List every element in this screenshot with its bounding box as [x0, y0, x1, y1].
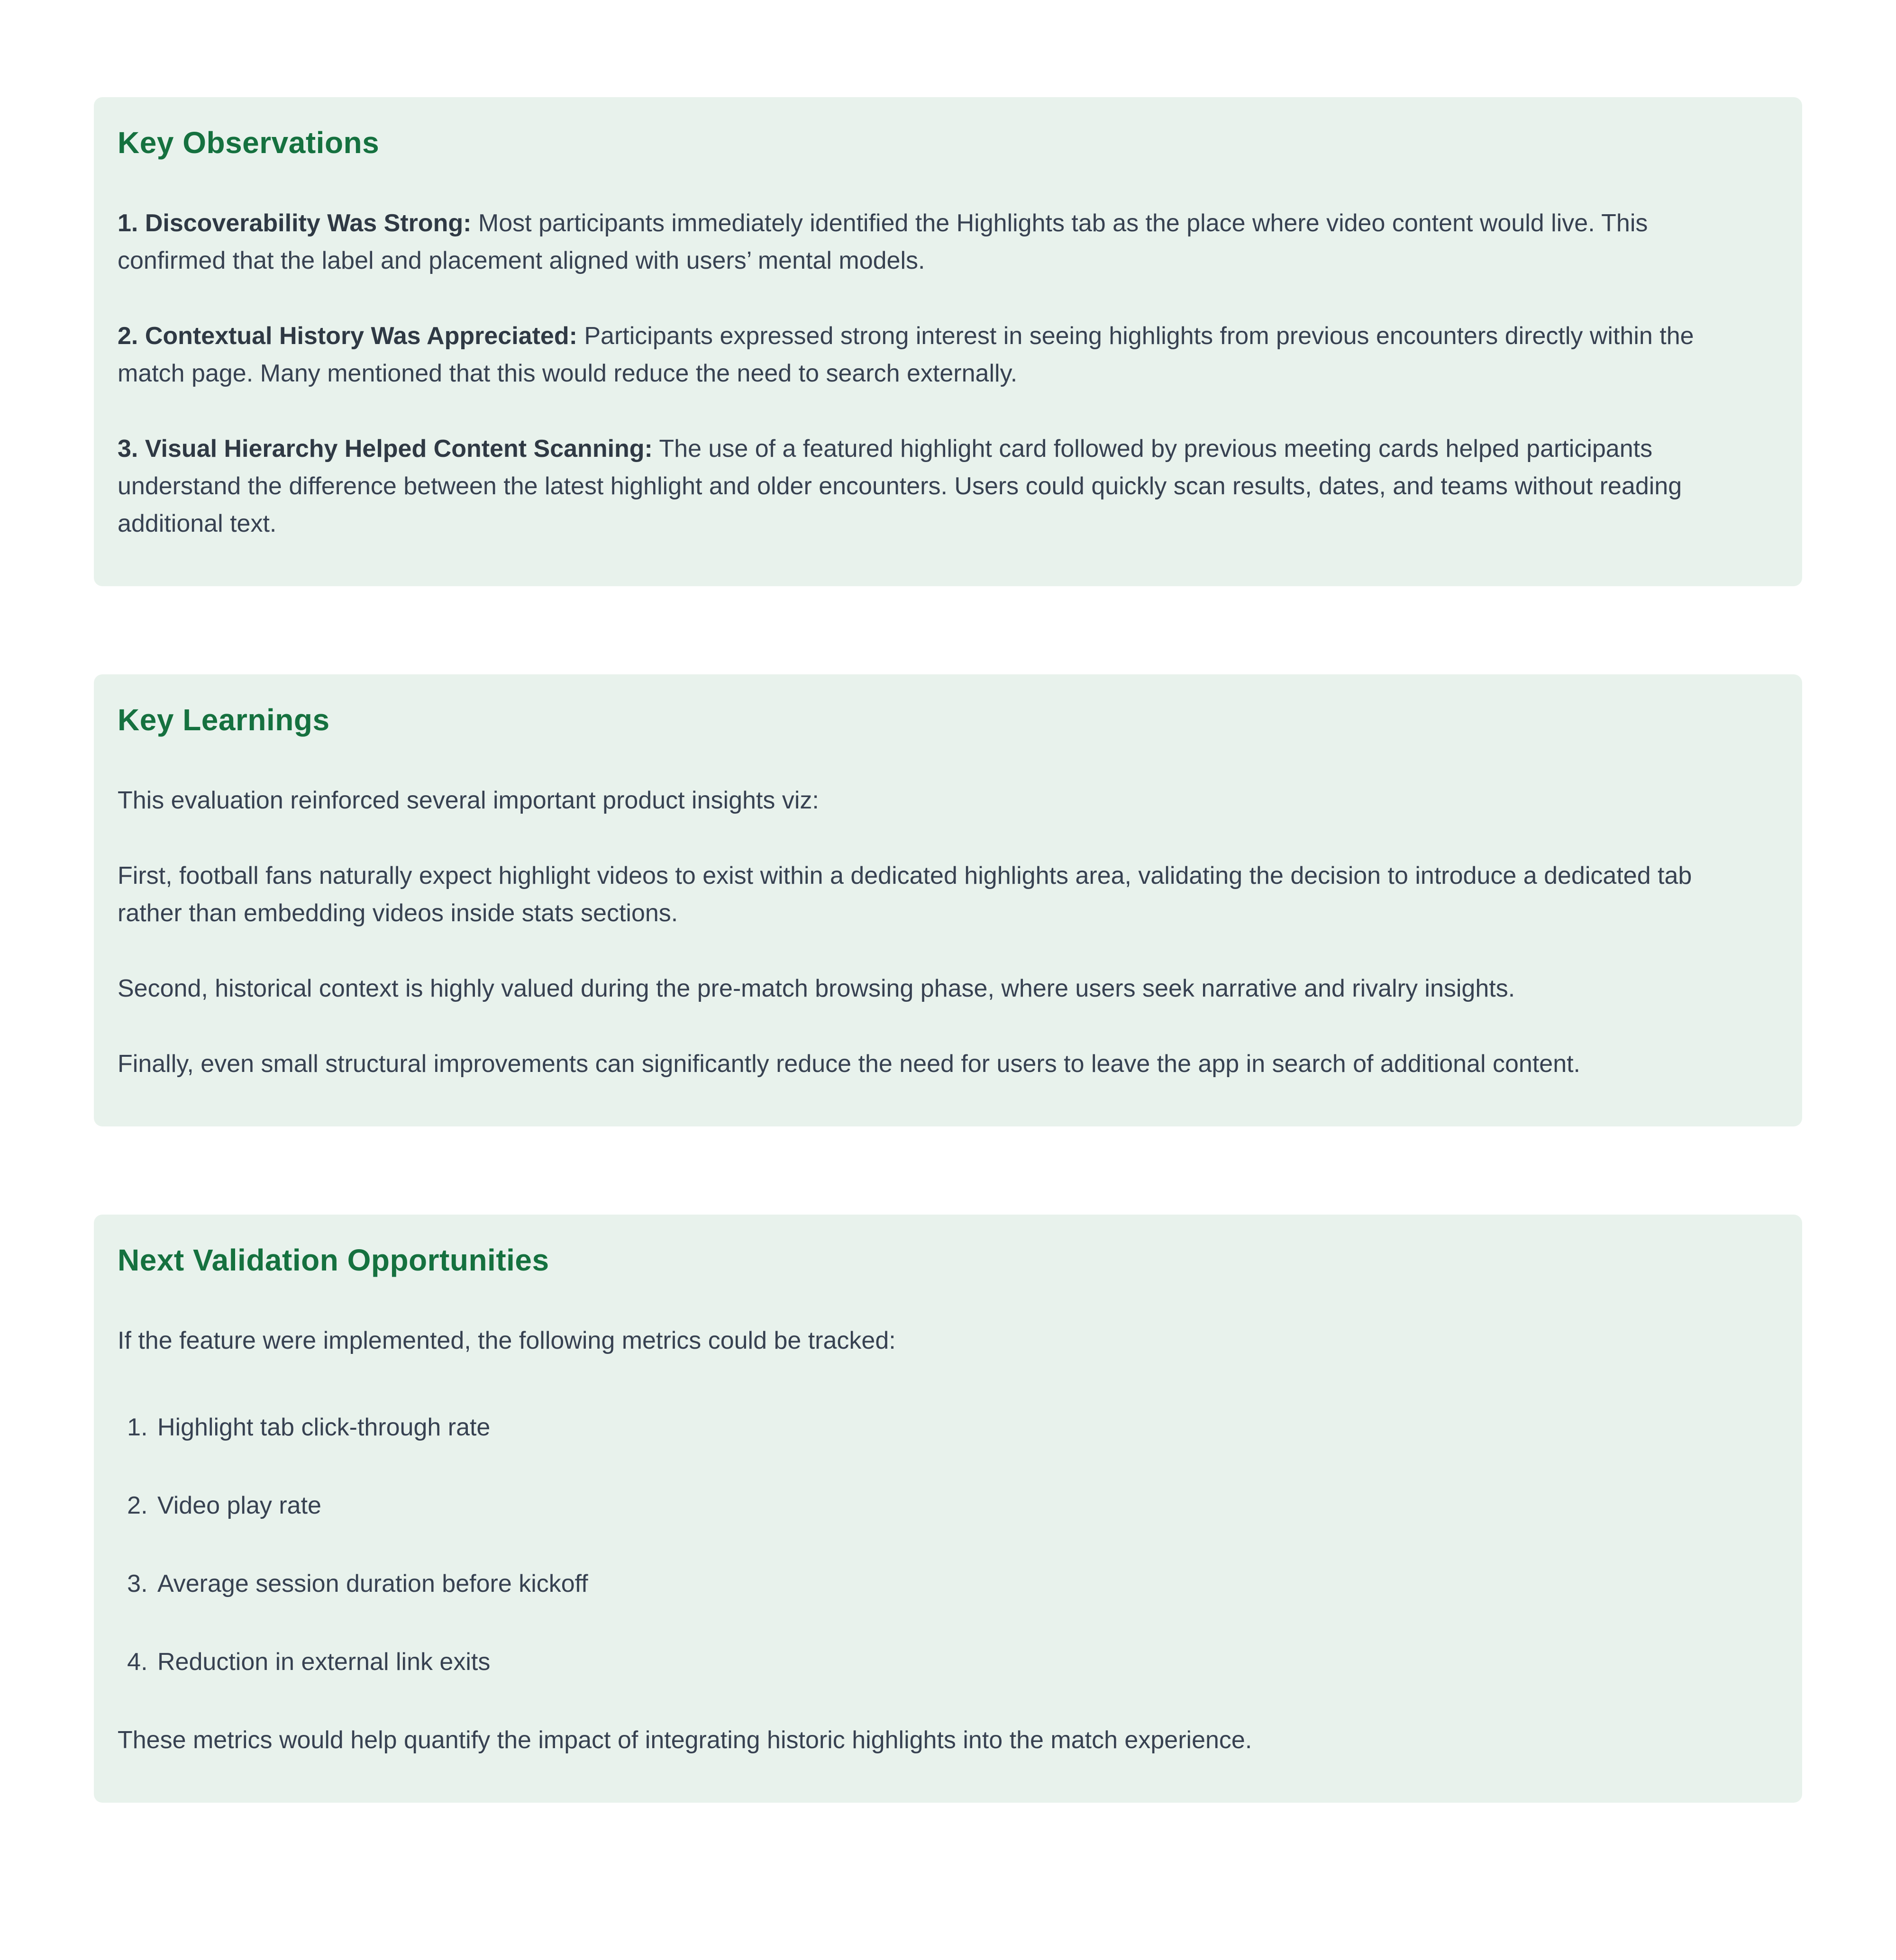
- learning-paragraph-3: Second, historical context is highly valued during the pre-match browsing phase, where users seek narrative and rivalry insights.: [118, 974, 1515, 1002]
- observation-1-text: Most participants immediately identified the Highlights tab as the place where video content would live. This confirmed that the label and placement aligned with users’ mental models.: [118, 209, 1648, 274]
- observation-paragraph-2: [118, 318, 1731, 392]
- observation-3-text: The use of a featured highlight card followed by previous meeting cards helped participants understand the difference between the latest highlight and older encounters. Users could quickly scan results, dates, and teams without reading additional text.: [118, 435, 1682, 537]
- observation-2-lead: 2. Contextual History Was Appreciated:: [118, 322, 577, 350]
- metrics-list: [118, 1409, 1731, 1681]
- observation-1-lead: 1. Discoverability Was Strong:: [118, 209, 472, 237]
- observation-paragraph-3: [118, 430, 1731, 543]
- section-key-learnings: [94, 674, 1802, 1126]
- metric-item-1: 1. Highlight tab click-through rate: [155, 1409, 1731, 1446]
- learning-paragraph-4: Finally, even small structural improvements can significantly reduce the need for users to leave the app in search of additional content.: [118, 1050, 1581, 1078]
- observation-3-lead: 3. Visual Hierarchy Helped Content Scanning:: [118, 435, 653, 463]
- section-title-key-learnings: Key Learnings: [118, 703, 330, 737]
- section-title-next-validation: Next Validation Opportunities: [118, 1243, 549, 1277]
- section-key-observations: [94, 97, 1802, 586]
- validation-outro: These metrics would help quantify the impact of integrating historic highlights into the match experience.: [118, 1726, 1252, 1754]
- learning-paragraph-2: First, football fans naturally expect highlight videos to exist within a dedicated highlights area, validating the decision to introduce a dedicated tab rather than embedding videos inside stats sections.: [118, 862, 1692, 927]
- observation-2-text: Participants expressed strong interest in seeing highlights from previous encounters directly within the match page. Many mentioned that this would reduce the need to search externally.: [118, 322, 1694, 387]
- validation-intro: If the feature were implemented, the following metrics could be tracked:: [118, 1326, 896, 1354]
- metric-item-2: 2. Video play rate: [155, 1487, 1731, 1524]
- section-next-validation-opportunities: [94, 1215, 1802, 1803]
- learning-paragraph-1: This evaluation reinforced several important product insights viz:: [118, 786, 819, 814]
- section-title-key-observations: Key Observations: [118, 126, 380, 160]
- observation-paragraph-1: [118, 205, 1731, 280]
- metric-item-4: 4. Reduction in external link exits: [155, 1643, 1731, 1681]
- metric-item-3: 3. Average session duration before kickoff: [155, 1565, 1731, 1603]
